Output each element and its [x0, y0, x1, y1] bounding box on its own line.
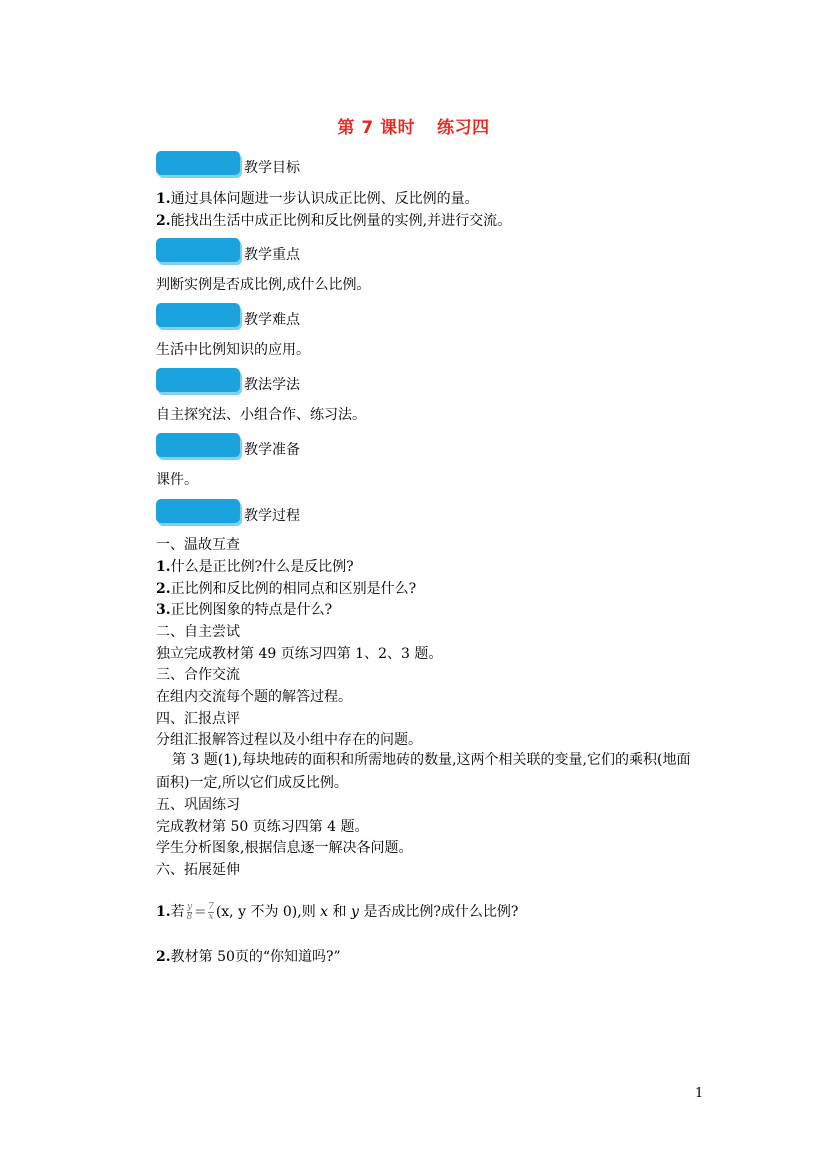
- process-step-2-text: 独立完成教材第 49 页练习四第 1、2、3 题。: [156, 646, 443, 662]
- section-tag: [156, 151, 240, 175]
- question-3: 3.正比例图象的特点是什么?: [156, 602, 333, 618]
- process-step-3-heading: 三、合作交流: [156, 667, 240, 683]
- section-tag: [156, 368, 240, 392]
- process-step-4-heading: 四、汇报点评: [156, 711, 240, 727]
- key-text: 判断实例是否成比例,成什么比例。: [156, 277, 371, 293]
- section-title: 教学重点: [244, 247, 300, 263]
- section-header-difficult: [156, 303, 456, 331]
- extension-item-2: 2.教材第 50页的“你知道吗?”: [156, 949, 341, 965]
- section-tag: [156, 499, 240, 523]
- process-step-5-text-1: 完成教材第 50 页练习四第 4 题。: [156, 819, 369, 835]
- section-header-goals: [156, 151, 456, 179]
- section-title: 教学准备: [244, 442, 300, 458]
- process-step-4-text: 分组汇报解答过程以及小组中存在的问题。: [156, 732, 422, 748]
- section-tag: [156, 238, 240, 262]
- process-step-1-heading: 一、温故互查: [156, 537, 240, 553]
- question-2: 2.正比例和反比例的相同点和区别是什么?: [156, 581, 417, 597]
- section-header-prep: [156, 433, 456, 461]
- fraction-y-over-8: $\frac{y}{8}$: [186, 901, 193, 922]
- section-header-process: [156, 499, 456, 527]
- page-number: 1: [695, 1086, 704, 1101]
- goal-item-1: 1.通过具体问题进一步认识成正比例、反比例的量。: [156, 191, 479, 207]
- process-step-3-text: 在组内交流每个题的解答过程。: [156, 689, 352, 705]
- question-1: 1.什么是正比例?什么是反比例?: [156, 559, 354, 575]
- section-tag: [156, 303, 240, 327]
- section-header-methods: [156, 368, 456, 396]
- page-title: 第 7 课时 练习四: [337, 118, 490, 138]
- methods-text: 自主探究法、小组合作、练习法。: [156, 407, 366, 423]
- goal-item-2: 2.能找出生活中成正比例和反比例量的实例,并进行交流。: [156, 213, 512, 229]
- section-tag: [156, 433, 240, 457]
- fraction-7-over-x: $\frac{7}{x}$: [208, 901, 214, 922]
- section-header-key: [156, 238, 456, 266]
- section-title: 教法学法: [244, 377, 300, 393]
- extension-item-1: 1.若 $\frac{y}{8}$ = $\frac{7}{x}$ (x, y 不为 0),则 x 和 y 是否成比例?成什么比例?: [156, 901, 519, 922]
- prep-text: 课件。: [156, 472, 198, 488]
- section-title: 教学过程: [244, 508, 300, 524]
- process-step-6-heading: 六、拓展延伸: [156, 862, 240, 878]
- process-step-4-paragraph: 第 3 题(1),每块地砖的面积和所需地砖的数量,这两个相关联的变量,它们的乘积(地面面积)一定,所以它们成反比例。: [156, 752, 691, 791]
- section-title: 教学目标: [244, 160, 300, 176]
- process-step-5-heading: 五、巩固练习: [156, 797, 240, 813]
- difficult-text: 生活中比例知识的应用。: [156, 342, 310, 358]
- process-step-2-heading: 二、自主尝试: [156, 624, 240, 640]
- process-step-5-text-2: 学生分析图象,根据信息逐一解决各问题。: [156, 840, 413, 856]
- section-title: 教学难点: [244, 312, 300, 328]
